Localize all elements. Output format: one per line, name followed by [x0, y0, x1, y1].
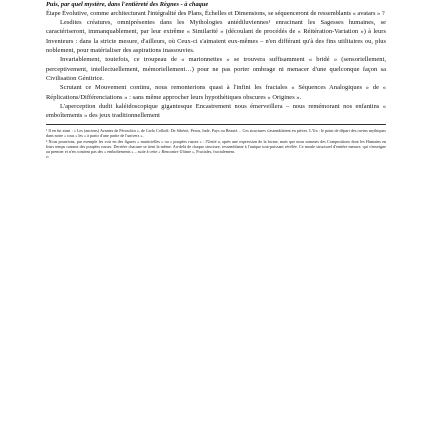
intro-line-rest: Étape Évolutive, comme architecturant l'intégralité des Plans, Échelles et Dimensions, se séquenceront de ressemblants « avatars » ?	[46, 10, 385, 17]
intro-line-bold: Puis, par quel mystère, dans l'entièreté des Règnes - à chaque	[46, 1, 209, 8]
footnote-3: ³⁰	[46, 154, 49, 160]
document-page	[46, 0, 386, 432]
footnote-1: ¹ Il en fut ainsi : « Les (anciens) Avantes de Péroschin », de Carlo Collodi. De Sibérie, Perou, Inde, Pays ou Beauté… Ces structures s'assemblaient en pièces. L'Un : le point de départ des ravins mythiques dans notre « tous » les « à partir d'une partie de l'univers ».	[46, 127, 386, 138]
intro-question	[46, 0, 386, 18]
paragraph-4: L'aperception dudit kaléidoscopique gigantesque Encastrement nous émerveillera – nous remémorant nos enfantins « emboîtements » des jeux traditionnellement	[46, 103, 386, 120]
paragraph-2: Invariablement, toutefois, ce troupeau de « marionnettes » se trouvera suffisamment « bridé » (sensoriellement, perceptivement, intellectuellement, mémoriellement…) pour ne pas porter ombrage ni menacer d'une quelconque façon sa Civilisation Génitrice.	[46, 56, 386, 83]
footnote-separator	[46, 124, 386, 125]
paragraph-3: Scrutant ce Mouvement continu, nous remonterions quasi à l'infini les fractales « Séquences Analogiques » de « Réplications/Différenciations » : sans même approcher leurs hypothétiques obscures « Origines ».	[46, 84, 386, 101]
paragraph-1: Lesdites créatures, omniprésentes dans les Mythologies antédiluviennes¹ enracinant les Sagesses humaines, se caractériseront, immanquablement, par leur extrême « Similarité » (découlant de procédés de « Réitération-Variation ») à leurs Inventeurs : dans la stricte mesure, d'ailleurs, où Ceux-ci s'aimaient eux-mêmes – n'en différant qu'à des fins utilitaires ou, plus noblement, pour matérialiser des aspirations inassouvies.	[46, 19, 386, 55]
footnote-2: ² Nous pourrions, par exemple les voir en des figures « matricielles » ou « poupées russes » : l'Unité a, après une expression de la forme, mais que nous sommes des Compositions dont les Humains en leurs temps comme des poupées russes. Derrière chacune se tient la même. Au-delà de chaque structure, ressemblante à l'unique tout-puissant révélée. Ce moule structurel d'entière mesure, qui s'enseigne au premier et n'en contient pas des « emboîtements » – suite à cette « Rencontre Ultime », Fractales, fractalement.	[46, 138, 386, 154]
body-text	[46, 18, 386, 121]
footnotes	[46, 128, 386, 160]
